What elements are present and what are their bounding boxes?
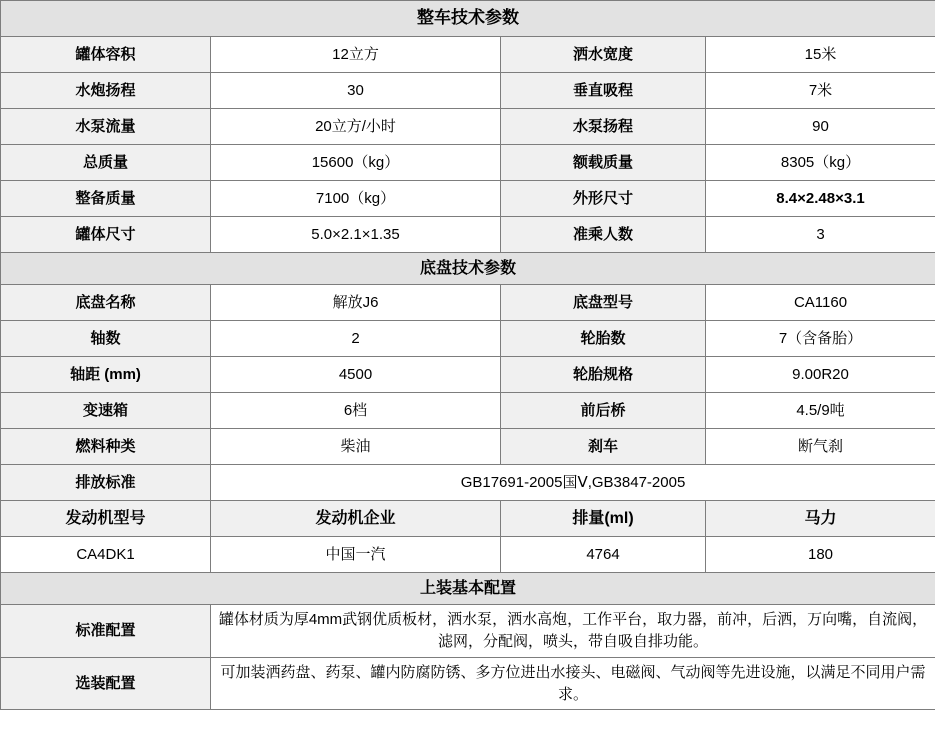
- row-label: 整备质量: [1, 181, 211, 217]
- row-label: 前后桥: [501, 393, 706, 429]
- row-label: 变速箱: [1, 393, 211, 429]
- row-value: 30: [211, 73, 501, 109]
- row-label: 额载质量: [501, 145, 706, 181]
- row-value: 20立方/小时: [211, 109, 501, 145]
- row-label: 水泵流量: [1, 109, 211, 145]
- table-row: [1, 181, 935, 217]
- row-value: 12立方: [211, 37, 501, 73]
- column-header-engine-model: 发动机型号: [1, 501, 211, 537]
- row-value: CA1160: [706, 285, 935, 321]
- row-value: 4500: [211, 357, 501, 393]
- table-row: [1, 73, 935, 109]
- engine-value-row: [1, 537, 935, 573]
- row-label: 轮胎数: [501, 321, 706, 357]
- row-value: 15米: [706, 37, 935, 73]
- engine-model-value: CA4DK1: [1, 537, 211, 573]
- row-label: 底盘名称: [1, 285, 211, 321]
- row-value: 4.5/9吨: [706, 393, 935, 429]
- row-label: 轮胎规格: [501, 357, 706, 393]
- row-value: 断气刹: [706, 429, 935, 465]
- row-value: 8.4×2.48×3.1: [706, 181, 935, 217]
- row-value: GB17691-2005国Ⅴ,GB3847-2005: [211, 465, 935, 501]
- row-value: 9.00R20: [706, 357, 935, 393]
- row-label: 标准配置: [1, 605, 211, 658]
- table-row: [1, 357, 935, 393]
- row-label: 水泵扬程: [501, 109, 706, 145]
- row-value: 2: [211, 321, 501, 357]
- row-label: 轴距 (mm): [1, 357, 211, 393]
- row-value: 柴油: [211, 429, 501, 465]
- row-value: 罐体材质为厚4mm武钢优质板材，洒水泵，洒水高炮，工作平台，取力器，前冲，后洒，万向嘴，自流阀，滤网，分配阀，喷头，带自吸自排功能。: [211, 605, 935, 658]
- section-heading-label: 底盘技术参数: [1, 253, 935, 285]
- row-value: 解放J6: [211, 285, 501, 321]
- table-row: [1, 145, 935, 181]
- row-value: 8305（kg）: [706, 145, 935, 181]
- row-value: 15600（kg）: [211, 145, 501, 181]
- row-value: 可加装洒药盘、药泵、罐内防腐防锈、多方位进出水接头、电磁阀、气动阀等先进设施，以满足不同用户需求。: [211, 657, 935, 710]
- engine-company-value: 中国一汽: [211, 537, 501, 573]
- row-label: 准乘人数: [501, 217, 706, 253]
- power-value: 180: [706, 537, 935, 573]
- row-value: 7米: [706, 73, 935, 109]
- row-label: 总质量: [1, 145, 211, 181]
- row-label: 水炮扬程: [1, 73, 211, 109]
- table-row: [1, 37, 935, 73]
- row-label: 刹车: [501, 429, 706, 465]
- section-heading-label: 上装基本配置: [1, 573, 935, 605]
- engine-header-row: [1, 501, 935, 537]
- row-label: 垂直吸程: [501, 73, 706, 109]
- row-label: 罐体尺寸: [1, 217, 211, 253]
- row-value: 6档: [211, 393, 501, 429]
- column-header-engine-company: 发动机企业: [211, 501, 501, 537]
- table-row: [1, 109, 935, 145]
- section-heading-chassis: [1, 253, 935, 285]
- row-value: 5.0×2.1×1.35: [211, 217, 501, 253]
- table-title-row: [1, 1, 935, 37]
- section-heading-configuration: [1, 573, 935, 605]
- row-label: 轴数: [1, 321, 211, 357]
- table-row: [1, 605, 935, 658]
- row-label: 洒水宽度: [501, 37, 706, 73]
- displacement-value: 4764: [501, 537, 706, 573]
- table-row: [1, 321, 935, 357]
- row-label: 底盘型号: [501, 285, 706, 321]
- column-header-power: 马力: [706, 501, 935, 537]
- row-label: 选装配置: [1, 657, 211, 710]
- table-row: [1, 393, 935, 429]
- row-label: 外形尺寸: [501, 181, 706, 217]
- row-value: 7100（kg）: [211, 181, 501, 217]
- row-label: 罐体容积: [1, 37, 211, 73]
- table-row: [1, 217, 935, 253]
- row-label: 排放标准: [1, 465, 211, 501]
- row-value: 90: [706, 109, 935, 145]
- column-header-displacement: 排量(ml): [501, 501, 706, 537]
- table-row: [1, 285, 935, 321]
- table-row-emission: [1, 465, 935, 501]
- row-label: 燃料种类: [1, 429, 211, 465]
- table-row: [1, 657, 935, 710]
- row-value: 3: [706, 217, 935, 253]
- row-value: 7（含备胎）: [706, 321, 935, 357]
- page-title: 整车技术参数: [1, 1, 935, 37]
- table-row: [1, 429, 935, 465]
